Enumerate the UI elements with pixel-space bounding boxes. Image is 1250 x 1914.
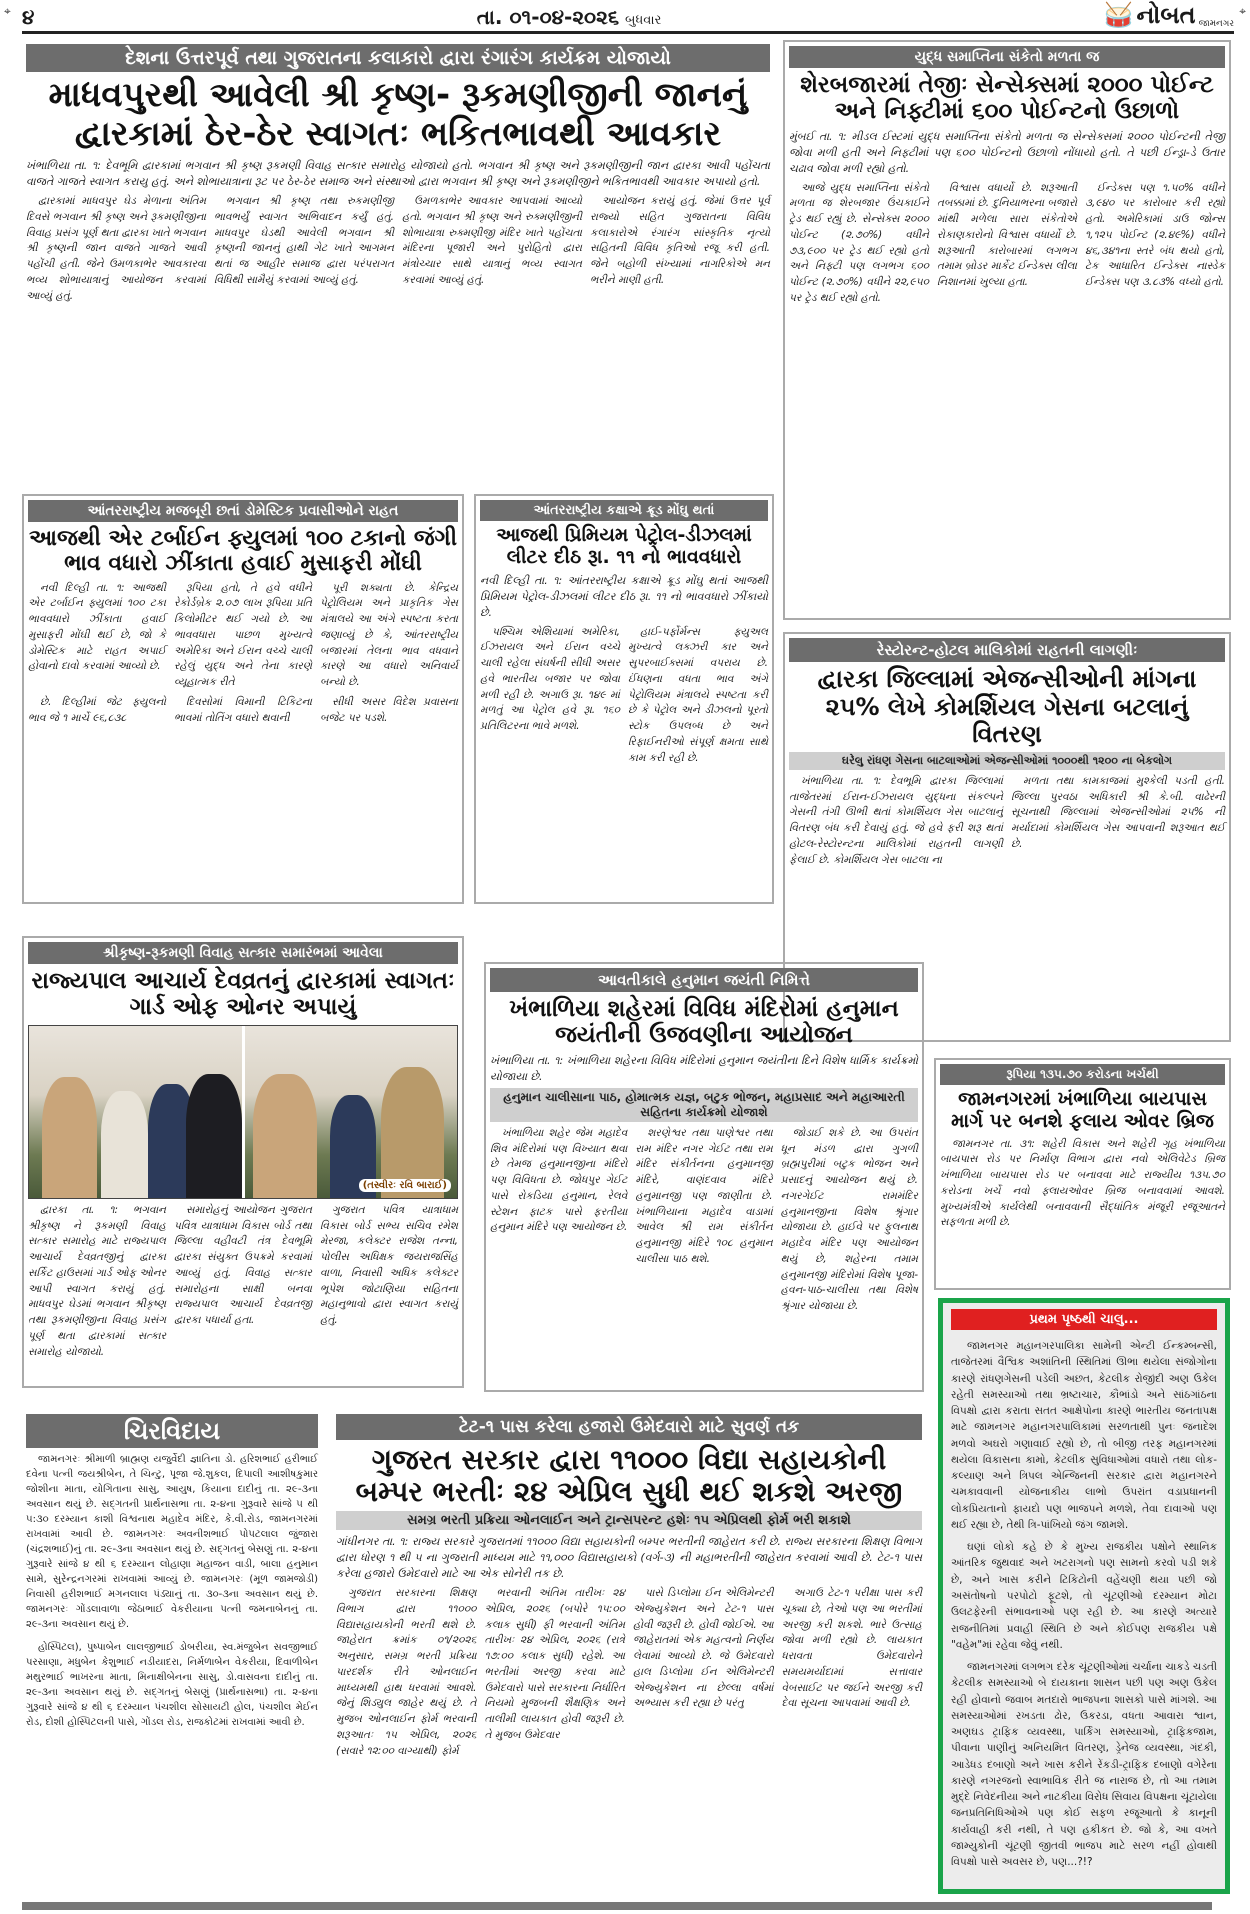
body-columns-tail: છે. દિલ્હીમાં જેટ ફ્યુલનો ભાવ જે ૧ માર્ચે ૯૬,૮૩૮ દિવસોમાં વિમાની ટિકિટના ભાવમાં તોતિંગ વધારો થવાની સીધી અસર વિદેશ પ્રવાસના બજેટ પર પડશે.: [28, 695, 458, 724]
article-sensex: [783, 40, 1231, 620]
kicker: ચિરવિદાય: [26, 1414, 318, 1448]
headline: શેરબજારમાં તેજીઃ સેન્સેક્સમાં ૨૦૦૦ પોઈન્ટ અને નિફ્ટીમાં ૬૦૦ પોઈન્ટનો ઉછાળો: [800, 72, 1214, 125]
article-air-turbine-fuel: [22, 494, 464, 904]
body-columns: આજે યુદ્ધ સમાપ્તિના સંકેતો મળતા જ શેરબજાર ઉંચકાઈને ટ્રેડ થઈ રહ્યું છે. સેન્સેક્સ ૨૦૦૦ પોઈન્ટ (૨.૭૦%) વધીને ૭૩,૯૦૦ પર ટ્રેડ થઈ રહ્યો હતો અને નિફ્ટી પણ લગભગ ૬૦૦ પોઈન્ટ (૨.૭૦%) વધીને ૨૨,૯૫૦ પર ટ્રેડ થઈ રહ્યો હતો. વિશ્વાસ વધાર્યો છે. શરૂઆતી તબક્કામાં છે. દુનિયાભરના બજારો માંથી મળેલા સારા સંકેતોએ રોકાણકારોનો વિશ્વાસ વધાર્યો છે. શરૂઆતી કારોબારમાં લગભગ તમામ બ્રોડર માર્કેટ ઈન્ડેક્સ લીલા નિશાનમાં ખુલ્યા હતા. ઈન્ડેક્સ પણ ૧.૫૦% વધીને ૩,૯૪૦ પર કારોબાર કરી રહ્યો હતો. અમેરિકામાં ડાઉ જોન્સ ૧,૧૨૫ પોઈન્ટ (૨.૪૯%) વધીને ૪૬,૩૪૧ના સ્તરે બંધ થયો હતો, ટેક આધારિત ઈન્ડેક્સ નાસ્ડેક ઈન્ડેક્સ પણ ૩.૮૩% વધ્યો હતો.: [789, 181, 1225, 304]
headline: રાજ્યપાલ આચાર્ય દેવવ્રતનું દ્વારકામાં સ્વાગતઃ ગાર્ડ ઓફ ઓનર અપાયું: [31, 968, 455, 1021]
photo-credit: (તસ્વીરઃ રવિ બારાઈ): [359, 1179, 451, 1192]
lede: ગાંધીનગર તા. ૧: રાજ્ય સરકારે ગુજરાતમાં ૧૧૦૦૦ વિદ્યા સહાયકોની બમ્પર ભરતીની જાહેરાત કરી છે. રાજ્ય સરકારના શિક્ષણ વિભાગ દ્વારા ધોરણ ૧ થી ૫ ના ગુજરાતી માધ્યમ માટે ૧૧,૦૦૦ વિદ્યાસહાયકો (વર્ગ-૩) ની મહાભરતીની જાહેરાત કરવામાં આવી છે. ટેટ-૧ પાસ કરેલા હજારો ઉમેદવારો માટે આ એક સોનેરી તક છે.: [336, 1535, 922, 1581]
lede: ખંભાળિયા તા. ૧: દેવભૂમિ દ્વારકામાં ભગવાન શ્રી કૃષ્ણ રૂકમણી વિવાહ સત્કાર સમારોહ યોજાયો હતો. ભગવાન શ્રી કૃષ્ણ અને રૂકમણીજીની જાન દ્વારકા આવી પહોંચતા વાજતે ગાજતે સ્વાગત કરાયુ હતું. અને શોભાયાત્રાના રૂટ પર ઠેર-ઠેર સમાજ અને સંસ્થાઓ દ્વારા ભગવાન શ્રી કૃષ્ણ અને રૂકમણીજીને ભકિતભાવથી આવકાર અપાયો હતો.: [26, 159, 770, 189]
editorial-body: જામનગર મહાનગરપાલિકા સામેની એન્ટી ઈન્કમ્બન્સી, તાજેતરમાં વૈશ્વિક અશાંતિની સ્થિતિમાં ઊભા થયેલા સંજોગોના કારણે રાંધણગેસની પડેલી અછત, કેટલીક રોજીંદી અણ ઉકેલ રહેતી સમસ્યાઓ તથા ભ્રષ્ટાચાર, કૌભાંડો અને સાંઠગાંઠના વિપક્ષો દ્વારા કરાતા સતત આક્ષેપોના કારણે ભારતીય જનતાપક્ષ માટે જામનગર મહાનગરપાલિકામાં સરળતાથી પુનઃ જનાદેશ મળવો અઘરો ગણાવાઈ રહ્યો છે, તો બીજી તરફ મહાનગરમાં થયેલા વિકાસના કામો, કેટલીક સુવિધાઓમાં વધારો તથા લોક-કલ્યાણ અને ત્રિપલ એન્જિનની સરકાર દ્વારા મહાનગરને ચમકાવવાની યોજનાકીય લાભો ઉપરાંત વડાપ્રધાનની લોકપ્રિયતાનો ફાયદો પણ ભાજપને મળશે, તેવા દાવાઓ પણ થઈ રહ્યા છે, તેથી ત્રિ-પાંખિયો જંગ જામશે. ઘણાં લોકો કહે છે કે મુખ્ય રાજકીય પક્ષોને સ્થાનિક આંતરિક જુથવાદ અને ખટરાગનો પણ સામનો કરવો પડી શકે છે, અને ખાસ કરીને ટિકિટોની વહેંચણી થયા પછી જો અસંતોષનો પરપોટો ફૂટશે, તો ચૂંટણીઓ દરમ્યાન મોટા ઉલટફેરની સંભાવનાઓ પણ રહી છે. આ કારણે અત્યારે રાજનીતિમાં પ્રવાહી સ્થિતિ છે અને કોઈપણ રાજકીય પક્ષે "વહેમ"માં રહેવા જેવું નથી. જામનગરમાં લગભગ દરેક ચૂંટણીઓમાં ચર્ચાના ચાકડે ચડતી કેટલીક સમસ્યાઓ બે દાયકાના શાસન પછી પણ અણ ઉકેલ રહી હોવાનો જવાબ મતદારો ભાજપના શાસકો પાસે માંગશે. આ સમસ્યાઓમાં રખડતા ઢોર, ઉકરડા, વધતા આવારા શ્વાન, અણઘડ ટ્રાફિક વ્યવસ્થા, પાર્કિંગ સમસ્યાઓ, ટ્રાફિકજામ, પીવાના પાણીનું અનિયમિત વિતરણ, ડ્રેનેજ વ્યવસ્થા, ગંદકી, આડેધડ દબાણો અને ખાસ કરીને રેંકડી-ટ્રાફિક દબાણો વગેરેના કારણે નગરજનો સ્વાભાવિક રીતે જ નારાજ છે, તો આ તમામ મુદ્દે નિવેદનીયા અને નાટકીયા વિરોધ સિવાય વિપક્ષના ચૂંટાયેલા જનપ્રતિનિધિઓએ પણ કોઈ સફળ રજૂઆતો કે કાનૂની કાર્યવાહી કરી નથી, તે પણ હકીકત છે. જો કે, આ વખતે જામ્યુકોની ચૂંટણી જીતવી ભાજપ માટે સરળ નહીં હોવાથી વિપક્ષો પાસે અવસર છે, પણ...?!?: [951, 1340, 1217, 1869]
weekday: બુધવાર: [625, 13, 662, 28]
body-columns: દ્વારકા તા. ૧: ભગવાન શ્રીકૃષ્ણ ને રૂકમણી વિવાહ સત્કાર સમારોહ માટે રાજ્યપાલ આચાર્ય દેવવ્રતજીનું દ્વારકા સર્કિટ હાઉસમાં ગાર્ડ ઓફ ઓનર આપી સ્વાગત કરાયું હતું. માધવપુર ઘેડમાં ભગવાન શ્રીકૃષ્ણ તથા રૂકમણીજીના વિવાહ પ્રસંગ પૂર્ણ થતા દ્વારકામાં સત્કાર સમારોહ યોજાયો. સમારોહનું આયોજન ગુજરાત પવિત્ર યાત્રાધામ વિકાસ બોર્ડ તથા જિલ્લા વહીવટી તંત્ર દેવભૂમિ દ્વારકા સંયુક્ત ઉપક્રમે કરવામાં આવ્યું હતું. વિવાહ સત્કાર સમારોહના સાક્ષી બનવા રાજ્યપાલ આચાર્ય દેવવ્રતજી દ્વારકા પધાર્યા હતા. ગુજરાત પવિત્ર યાત્રાધામ વિકાસ બોર્ડ સભ્ય સચિવ રમેશ મેરજા, કલેક્ટર રાજેશ તન્ના, પોલીસ અધિક્ષક જયરાજસિંહ વાળા, નિવાસી અધિક કલેક્ટર ભૂપેશ જોટાણિયા સહિતના મહાનુભાવો દ્વારા સ્વાગત કરાયું હતું.: [28, 1203, 458, 1358]
headline: ખંભાળિયા શહેરમાં વિવિધ મંદિરોમાં હનુમાન જયંતીની ઉજવણીના આયોજન: [509, 996, 899, 1049]
footer-rule: [22, 1902, 1212, 1910]
body-columns: પશ્ચિમ એશિયામાં અમેરિકા, ઈઝરાયલ અને ઈરાન વચ્ચે ચાલી રહેલા સંઘર્ષની સીધી અસર હવે ભારતીય બજાર પર જોવા મળી રહી છે. અગાઉ રૂા. ૧૪૯ માં મળતું આ પેટ્રોલ હવે રૂા. ૧૬૦ પ્રતિલિટરના ભાવે મળશે. હાઈ-પર્ફોર્મન્સ ફ્યુઅલ મુખ્યત્વે લક્ઝરી કાર અને સુપરબાઈક્સમાં વપરાય છે. ઈંધણના વધતા ભાવ અંગે પેટ્રોલિયમ મંત્રાલયે સ્પષ્ટતા કરી છે કે પેટ્રોલ અને ડીઝલનો પૂરતો સ્ટોક ઉપલબ્ધ છે અને રિફાઈનરીઓ સંપૂર્ણ ક્ષમતા સાથે કામ કરી રહી છે.: [480, 625, 768, 764]
obituary-body: જામનગરઃ શ્રીમાળી બ્રાહ્મણ યજુર્વેદી જ્ઞાતિના ડો. હરિશભાઈ હરીભાઈ દવેના પત્ની જયશ્રીબેન, તે ચિન્ટુ, પૂજા જે.શુકલ, દિપાલી આશીષકુમાર જોશીના માતા, યોગિતાના સાસુ, આયુષ, કિયાના દાદીનું તા. ૨૯-૩ના અવસાન થયું છે. સદ્ગતની પ્રાર્થનાસભા તા. ૨-૪ના ગુરૂવારે સાંજે ૫ થી ૫:૩૦ દરમ્યાન કાશી વિશ્વનાથ મહાદેવ મંદિર, કે.વી.રોડ, જામનગરમાં રાખવામાં આવી છે. જામનગરઃ અવનીશભાઈ પોપટલાલ જુંજારા (ચંદ્રશભાઈ)નું તા. ૨૯-૩ના અવસાન થયું છે. સદ્ગતનું બેસણું તા. ૨-૪ના ગુરૂવારે સાંજે ૪ થી ૬ દરમ્યાન લોહાણા મહાજન વાડી, બાલા હનુમાન સામે, સુરેન્દ્રનગરમાં રાખવામાં આવ્યું છે. જામનગરઃ (મૂળ જામજોડી) નિવાસી હરીશભાઈ મગનલાલ પંડ્યાનું તા. ૩૦-૩ના અવસાન થયું છે. જામનગરઃ ગોંડલાવાળા જેઠાભાઈ વેકરીયાના પત્ની જમનાબેનનું તા. ૨૯-૩ના અવસાન થયું છે. હોસ્પિટલ), પુષ્પાબેન લાલજીભાઈ ડોબરીયા, સ્વ.મંજુબેન સવજીભાઈ પરસાણા, મધુબેન કેશુભાઈ નડીયાદરા, નિર્મળાબેન વેકરીયા, દિવાળીબેન મથુરભાઈ ભાખરના માતા, મિનાક્ષીબેનના સાસુ, ડો.વાસવના દાદીનું તા. ૨૯-૩ના અવસાન થયું છે. સદ્ગતનું બેસણું (પ્રાર્થનાસભા) તા. ૨-૪ના ગુરૂવારે સાંજે ૪ થી ૬ દરમ્યાન પંચશીલ સોસાયટી હોલ, પંચશીલ મેઈન રોડ, દોશી હોસ્પિટલની પાસે, ગોંડલ રોડ, રાજકોટમાં રાખવામાં આવી છે.: [26, 1454, 318, 1728]
masthead: [22, 0, 1234, 34]
article-dwarka-wedding: [22, 40, 774, 480]
editorial-continued: [938, 1298, 1230, 1894]
headline: માધવપુરથી આવેલી શ્રી કૃષ્ણ- રૂકમણીજીની જાનનું દ્વારકામાં ઠેર-ઠેર સ્વાગતઃ ભકિતભાવથી આવકાર: [48, 75, 748, 155]
article-governor-dwarka: [22, 936, 464, 1388]
issue-date: તા. ૦૧-૦૪-૨૦૨૬ બુધવાર: [476, 5, 662, 29]
kicker: આવતીકાલે હનુમાન જયંતી નિમિત્તે: [490, 968, 918, 992]
page-number: ૪: [22, 5, 35, 29]
article-teacher-recruitment: [332, 1410, 926, 1900]
kicker: રૂપિયા ૧૩૫.૭૦ કરોડના ખર્ચથી: [940, 1064, 1225, 1085]
kicker: આંતરરાષ્ટ્રીય કક્ષાએ ક્રૂડ મોંઘુ થતાં: [480, 500, 768, 521]
headline: આજથી પ્રિમિયમ પેટ્રોલ-ડીઝલમાં લીટર દીઠ રૂા. ૧૧ નો ભાવવધારો: [496, 524, 752, 568]
body-columns: ખંભાળિયા તા. ૧: દેવભૂમિ દ્વારકા જિલ્લામાં તાજેતરમાં ઈરાન-ઈઝરાયલ યુદ્ધના સંકલ્પને ગેસની તંગી ઊભી થતાં કોમર્શિયલ ગેસ બાટલાનું વિતરણ બંધ કરી દેવાયું હતું. જે હવે ફરી શરૂ થતાં હોટલ-રેસ્ટોરન્ટના માલિકોમાં રાહતની લાગણી ફેલાઈ છે. કોમર્શિયલ ગેસ બાટલા ના મળતા તથા કામકાજમાં મુશ્કેલી પડતી હતી. જિલ્લા પુરવઠા અધિકારી શ્રી કે.બી. વાઢેરની સૂચનાથી જિલ્લામાં એજન્સીઓમાં ૨૫% ની મર્યાદામાં કોમર્શિયલ ગેસ આપવાની શરૂઆત થઈ છે.: [789, 774, 1225, 866]
kicker: ટેટ-૧ પાસ કરેલા હજારો ઉમેદવારો માટે સુવર્ણ તક: [336, 1414, 922, 1440]
photo-frame-left: [29, 1026, 242, 1198]
body-columns: નવી દિલ્હી તા. ૧: આજથી એર ટર્બાઈન ફ્યુલમાં ૧૦૦ ટકા ભાવવધારો ઝીંકાતા હવાઈ મુસાફરી મોંઘી થઈ છે, જો કે ડોમેસ્ટિક માટે રાહત અપાઈ હોવાનો દાવો કરવામાં આવ્યો છે. રૂપિયા હતો, તે હવે વધીને રેકોર્ડબ્રેક ૨.૦૭ લાખ રૂપિયા પ્રતિ કિલોમીટર થઈ ગયો છે. આ ભાવવધારા પાછળ મુખ્યત્વે અમેરિકા અને ઈરાન વચ્ચે ચાલી રહેલું યુદ્ધ અને તેના કારણે વ્યૂહાત્મક રીતે પૂરી શક્યતા છે. કેન્દ્રિય પેટ્રોલિયમ અને પ્રાકૃતિક ગેસ મંત્રાલયે આ અંગે સ્પષ્ટતા કરતા જણાવ્યું છે કે, આંતરરાષ્ટ્રીય બજારમાં તેલના ભાવ વધવાને કારણે આ વધારો અનિવાર્ય બન્યો છે.: [28, 581, 458, 689]
registration-mark-icon: ⌖: [4, 4, 11, 18]
article-bypass-bridge: [934, 1058, 1231, 1290]
article-hanuman-jayanti: [484, 962, 924, 1392]
subdeck: હનુમાન ચાલીસાના પાઠ, હોમાત્મક યજ્ઞ, બટુક ભોજન, મહાપ્રસાદ અને મહાઆરતી સહિતના કાર્યક્રમો યોજાશે: [490, 1088, 918, 1122]
section-obituary: [22, 1410, 322, 1900]
body-columns: જામનગર તા. ૩૧: શહેરી વિકાસ અને શહેરી ગૃહ ખંભાળિયા બાયપાસ રોડ પર નિર્માણ વિભાગ દ્વારા નવો એલિવેટેડ બ્રિજ ખંભાળિયા બાયપાસ રોડ પર બનાવવા માટે રાજ્યીય ૧૩૫.૭૦ કરોડના ખર્ચે નવો ફ્લાયઓવર બ્રિજ બનાવવામાં આવશે. મુખ્યમંત્રીએ કાર્યલેથી બનાવવાની સૈદ્ધાંતિક મંજૂરી રજૂઆતને સફળતા મળી છે.: [940, 1137, 1225, 1229]
headline: ગુજરત સરકાર દ્વારા ૧૧૦૦૦ વિદ્યા સહાયકોની બમ્પર ભરતીઃ ૨૪ એપ્રિલ સુધી થઈ શકશે અરજી: [355, 1443, 903, 1509]
subdeck: ઘરેલુ રાંધણ ગેસના બાટલાઓમાં એજન્સીઓમાં ૧૦૦૦થી ૧૨૦૦ ના બેકલોગ: [789, 752, 1225, 770]
kicker: યુદ્ધ સમાપ્તિના સંકેતો મળતા જ: [789, 46, 1225, 68]
subdeck: સમગ્ર ભરતી પ્રક્રિયા ઓનલાઈન અને ટ્રાન્સપરન્ટ હશેઃ ૧૫ એપ્રિલથી ફોર્મ ભરી શકાશે: [336, 1511, 922, 1530]
drum-icon: 🥁: [1103, 0, 1134, 29]
registration-mark-icon: ⌖: [1239, 4, 1246, 18]
kicker: આંતરરાષ્ટ્રીય મજબૂરી છતાં ડોમેસ્ટિક પ્રવાસીઓને રાહત: [28, 500, 458, 522]
kicker: શ્રીકૃષ્ણ-રૂકમણી વિવાહ સત્કાર સમારંભમાં આવેલા: [28, 942, 458, 964]
lede: ખંભાળિયા તા. ૧: ખંભાળિયા શહેરના વિવિધ મંદિરોમાં હનુમાન જયંતીના દિને વિશેષ ધાર્મિક કાર્યક્રમો યોજાયા છે.: [490, 1053, 918, 1083]
kicker: દેશના ઉત્તરપૂર્વ તથા ગુજરાતના કલાકારો દ્વારા રંગારંગ કાર્યક્રમ યોજાયો: [26, 44, 770, 72]
body-columns: દ્વારકામાં માધવપુર ઘેડ મેળાના અંતિમ દિવસે ભગવાન શ્રી કૃષ્ણ અને રૂકમણીજીના વિવાહ પ્રસંગ પૂર્ણ થતા દ્વારકા ખાતે ભગવાન શ્રી કૃષ્ણની જાન વાજતે ગાજતે આવી પહોંચી હતી. જેને ઉમળકાભેર આવકારવા ભવ્ય શોભાયાત્રાનું આયોજન કરવામાં આવ્યું હતું. ભગવાન શ્રી કૃષ્ણ તથા રુકમણીજી ભાવભર્યું સ્વાગત અભિવાદન કર્યું હતું. માધવપુર ઘેડથી આવેલી ભગવાન શ્રી કૃષ્ણની જાનનું હાથી ગેટ ખાતે આગમન થતાં જ આહીર સમાજ દ્વારા પરંપરાગત વિધિથી સામૈયું કરવામાં આવ્યું હતું. ઉમળકાભેર આવકાર આપવામાં આવ્યો હતો. ભગવાન શ્રી કૃષ્ણ અને રુક્મણીજીની શોભાયાત્રા રુક્મણીજી મંદિર ખાતે પહોંચતા મંદિરના પૂજારી અને પુરોહિતો દ્વારા મંત્રોચ્ચાર સાથે યાત્રાનું ભવ્ય સ્વાગત કરવામાં આવ્યું હતું. આયોજન કરાયું હતું. જેમાં ઉત્તર પૂર્વ રાજ્યો સહિત ગુજરાતના વિવિધ કલાકારોએ રંગારંગ સાંસ્કૃતિક નૃત્યો સહિતની વિવિધ કૃતિઓ રજૂ કરી હતી. જેને બહોળી સંખ્યામાં નાગરિકોએ મન ભરીને માણી હતી.: [26, 195, 770, 302]
article-premium-petrol: [474, 494, 774, 904]
news-photo: [28, 1025, 458, 1199]
body-columns: ગુજરાત સરકારના શિક્ષણ વિભાગ દ્વારા ૧૧૦૦૦ વિદ્યાસહાયકોની ભરતી થશે છે. જાહેરાત ક્રમાંક ૦૧/૨૦૨૬ અનુસાર, સમગ્ર ભરતી પ્રક્રિયા પારદર્શક રીતે ઓનલાઈન માધ્યમથી હાથ ધરવામાં આવશે. જેનું શિડ્યુલ જાહેર થયું છે. તે મુજબ ઓનલાઈન ફોર્મ ભરવાની શરૂઆતઃ ૧૫ એપ્રિલ, ૨૦૨૬ (સવારે ૧૨:૦૦ વાગ્યાથી) ફોર્મ ભરવાની અંતિમ તારીખઃ ૨૪ એપ્રિલ, ૨૦૨૬ (બપોરે ૧૫:૦૦ કલાક સુધી) ફી ભરવાની અંતિમ તારીખઃ ૨૪ એપ્રિલ, ૨૦૨૬ (રાત્રે ૧૭:૦૦ કલાક સુધી) રહેશે. આ ભરતીમાં અરજી કરવા માટે ઉમેદવારો પાસે સરકારના નિર્ધારિત નિયમો મુજબની શૈક્ષણિક અને તાલીમી લાયકાત હોવી જરૂરી છે. તે મુજબ ઉમેદવાર પાસે ડિપ્લોમા ઈન એલિમેન્ટરી એજ્યુકેશન અને ટેટ-૧ પાસ હોવી જરૂરી છે. હોવી જોઈએ. આ જાહેરાતમાં એક મહત્વનો નિર્ણય લેવામાં આવ્યો છે. જે ઉમેદવારો હાલ ડિપ્લોમા ઈન એલિમેન્ટરી એજ્યુકેશન ના છેલ્લા વર્ષમાં અભ્યાસ કરી રહ્યા છે પરંતુ અગાઉ ટેટ-૧ પરીક્ષા પાસ કરી ચૂક્યા છે, તેઓ પણ આ ભરતીમાં અરજી કરી શકશે. ભારે ઉત્સાહ જોવા મળી રહ્યો છે. લાયકાત ધરાવતા ઉમેદવારોને સમયમર્યાદામાં સત્તાવાર વેબસાઈટ પર જઈને અરજી કરી દેવા સૂચના આપવામાં આવી છે.: [336, 1587, 922, 1757]
photo-frame-right: [245, 1026, 458, 1198]
headline: આજથી એર ટર્બાઈન ફ્યુલમાં ૧૦૦ ટકાનો જંગી ભાવ વધારો ઝીંકાતા હવાઈ મુસાફરી મોંઘી: [29, 526, 457, 577]
newspaper-logo: 🥁 નોબત જામનગર: [1103, 0, 1234, 29]
kicker: રેસ્ટોરન્ટ-હોટલ માલિકોમાં રાહતની લાગણીઃ: [789, 638, 1225, 662]
kicker: પ્રથમ પૃષ્ઠથી ચાલુ...: [951, 1309, 1217, 1330]
lede: નવી દિલ્હી તા. ૧: આંતરરાષ્ટ્રીય કક્ષાએ ક્રૂડ મોંઘુ થતાં આજથી પ્રિમિયમ પેટ્રોલ-ડીઝલમાં લીટર દીઠ રૂા. ૧૧ નો ભાવવધારો ઝીંકાયો છે.: [480, 573, 768, 619]
headline: દ્વારકા જિલ્લામાં એજન્સીઓની માંગના ૨૫% લેખે કોમર્શિયલ ગેસના બટલાનું વિતરણ: [817, 665, 1197, 749]
headline: જામનગરમાં ખંભાળિયા બાયપાસ માર્ગ પર બનશે ફલાય ઓવર બ્રિજ: [951, 1088, 1214, 1132]
body-columns: ખંભાળિયા શહેર જેમ મહાદેવ શિવ મંદિરોમાં પણ વિખ્યાત થવા છે તેમજ હનુમાનજીના મંદિરો પણ વિવિધતા છે. જોધપુર ગેઈટ પાસે રોકડિયા હનુમાન, રેલવે સ્ટેશન ફાટક પાસે ફરતીયા હનુમાન મંદિરે પણ આયોજન છે. શરણેશ્વર તથા પાણેશ્વર તથા રામ મંદિર નગર ગેઈટ તથા રામ મંદિર સંકીર્તનના હનુમાનજી મંદિરે, વાણંદવાવ મંદિરે હનુમાનજી પણ જાણીતા છે. ખંભાળિયાના મહાદેવ વાડામાં આવેલ શ્રી રામ સંકીર્તન હનુમાનજી મંદિરે ૧૦૮ હનુમાન ચાલીસા પાઠ થશે. જોડાઈ શકે છે. આ ઉપરાંત ધૂન મંડળ દ્વારા ગુગળી બ્રહ્મપુરીમાં બટુક ભોજન અને પ્રસાદનું આયોજન થયું છે. નગરગેઈટ રામમંદિર હનુમાનજીના વિશેષ શ્રૃંગાર યોજાયા છે. હાઈવે પર ફુલનાથ મહાદેવ મંદિર પણ આયોજન થયું છે, શહેરના તમામ હનુમાનજી મંદિરોમાં વિશેષ પૂજા-હવન-પાઠ-ચાલીસા તથા વિશેષ શ્રૃંગાર યોજાયા છે.: [490, 1126, 918, 1312]
lede: મુંબઈ તા. ૧: મીડલ ઈસ્ટમાં યુદ્ધ સમાપ્તિના સંકેતો મળતા જ સેન્સેક્સમાં ૨૦૦૦ પોઈન્ટની તેજી જોવા મળી હતી અને નિફ્ટીમાં પણ ૬૦૦ પોઈન્ટનો ઉછાળો નોંધાયો હતો. તે પછી ઈન્ડ્રા-ડે ઉતાર ચઢાવ જોવા મળી રહ્યો હતો.: [789, 129, 1225, 175]
